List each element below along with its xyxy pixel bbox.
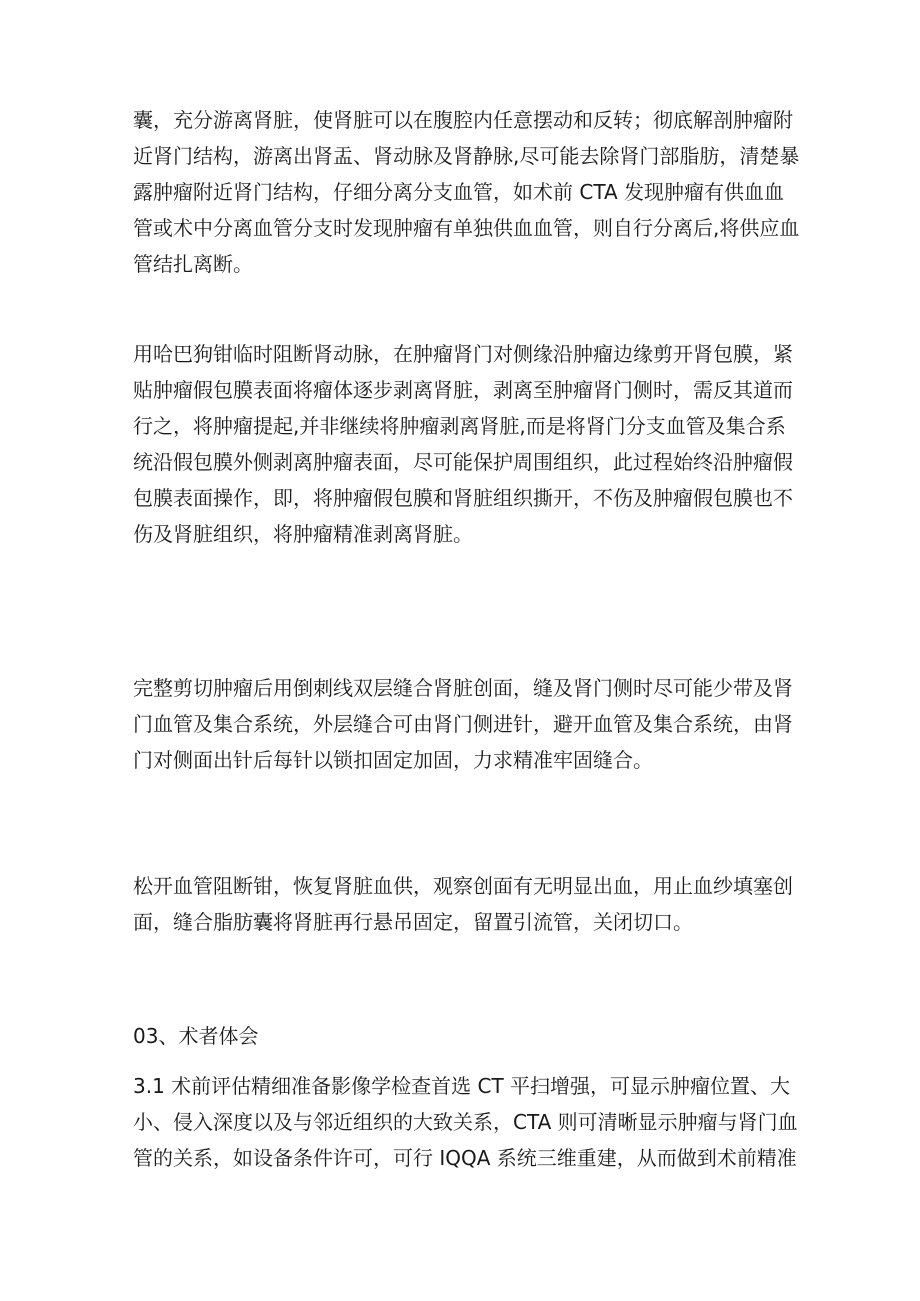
section-heading — [133, 1018, 793, 1054]
heading-text: 03、术者体会 — [133, 1024, 259, 1048]
text-line: 面，缝合脂肪囊将肾脏再行悬吊固定，留置引流管，关闭切口。 — [133, 910, 693, 934]
paragraph-tumor-dissection — [133, 336, 793, 552]
text-line: 用哈巴狗钳临时阻断肾动脉，在肿瘤肾门对侧缘沿肿瘤边缘剪开肾包膜，紧 — [133, 342, 793, 366]
text-line: 囊，充分游离肾脏，使肾脏可以在腹腔内任意摆动和反转；彻底解剖肿瘤附 — [133, 108, 793, 132]
text-line: 贴肿瘤假包膜表面将瘤体逐步剥离肾脏，剥离至肿瘤肾门侧时，需反其道而 — [133, 378, 793, 402]
text-line: 松开血管阻断钳，恢复肾脏血供，观察创面有无明显出血，用止血纱填塞创 — [133, 874, 793, 898]
text-line: 伤及肾脏组织，将肿瘤精准剥离肾脏。 — [133, 522, 473, 546]
text-line: 门对侧面出针后每针以锁扣固定加固，力求精准牢固缝合。 — [133, 748, 653, 772]
text-line: 管或术中分离血管分支时发现肿瘤有单独供血血管，则自行分离后,将供应血 — [133, 216, 800, 240]
paragraph-closure — [133, 868, 793, 940]
text-line: 露肿瘤附近肾门结构，仔细分离分支血管，如术前 CTA 发现肿瘤有供血血 — [133, 180, 785, 204]
text-line: 管结扎离断。 — [133, 252, 253, 276]
text-line: 近肾门结构，游离出肾盂、肾动脉及肾静脉,尽可能去除肾门部脂肪，清楚暴 — [133, 144, 800, 168]
text-line: 门血管及集合系统，外层缝合可由肾门侧进针，避开血管及集合系统，由肾 — [133, 712, 793, 736]
paragraph-kidney-mobilization — [133, 102, 800, 282]
text-line: 小、侵入深度以及与邻近组织的大致关系，CTA 则可清晰显示肿瘤与肾门血 — [133, 1110, 798, 1134]
paragraph-suturing — [133, 670, 793, 778]
text-line: 统沿假包膜外侧剥离肿瘤表面，尽可能保护周围组织，此过程始终沿肿瘤假 — [133, 450, 793, 474]
paragraph-preop-evaluation — [133, 1068, 798, 1176]
text-line: 行之，将肿瘤提起,并非继续将肿瘤剥离肾脏,而是将肾门分支血管及集合系 — [133, 414, 786, 438]
text-line: 包膜表面操作，即，将肿瘤假包膜和肾脏组织撕开，不伤及肿瘤假包膜也不 — [133, 486, 793, 510]
text-line: 管的关系，如设备条件许可，可行 IQQA 系统三维重建，从而做到术前精准 — [133, 1146, 797, 1170]
text-line: 完整剪切肿瘤后用倒刺线双层缝合肾脏创面，缝及肾门侧时尽可能少带及肾 — [133, 676, 793, 700]
text-line: 3.1 术前评估精细准备影像学检查首选 CT 平扫增强，可显示肿瘤位置、大 — [133, 1074, 791, 1098]
